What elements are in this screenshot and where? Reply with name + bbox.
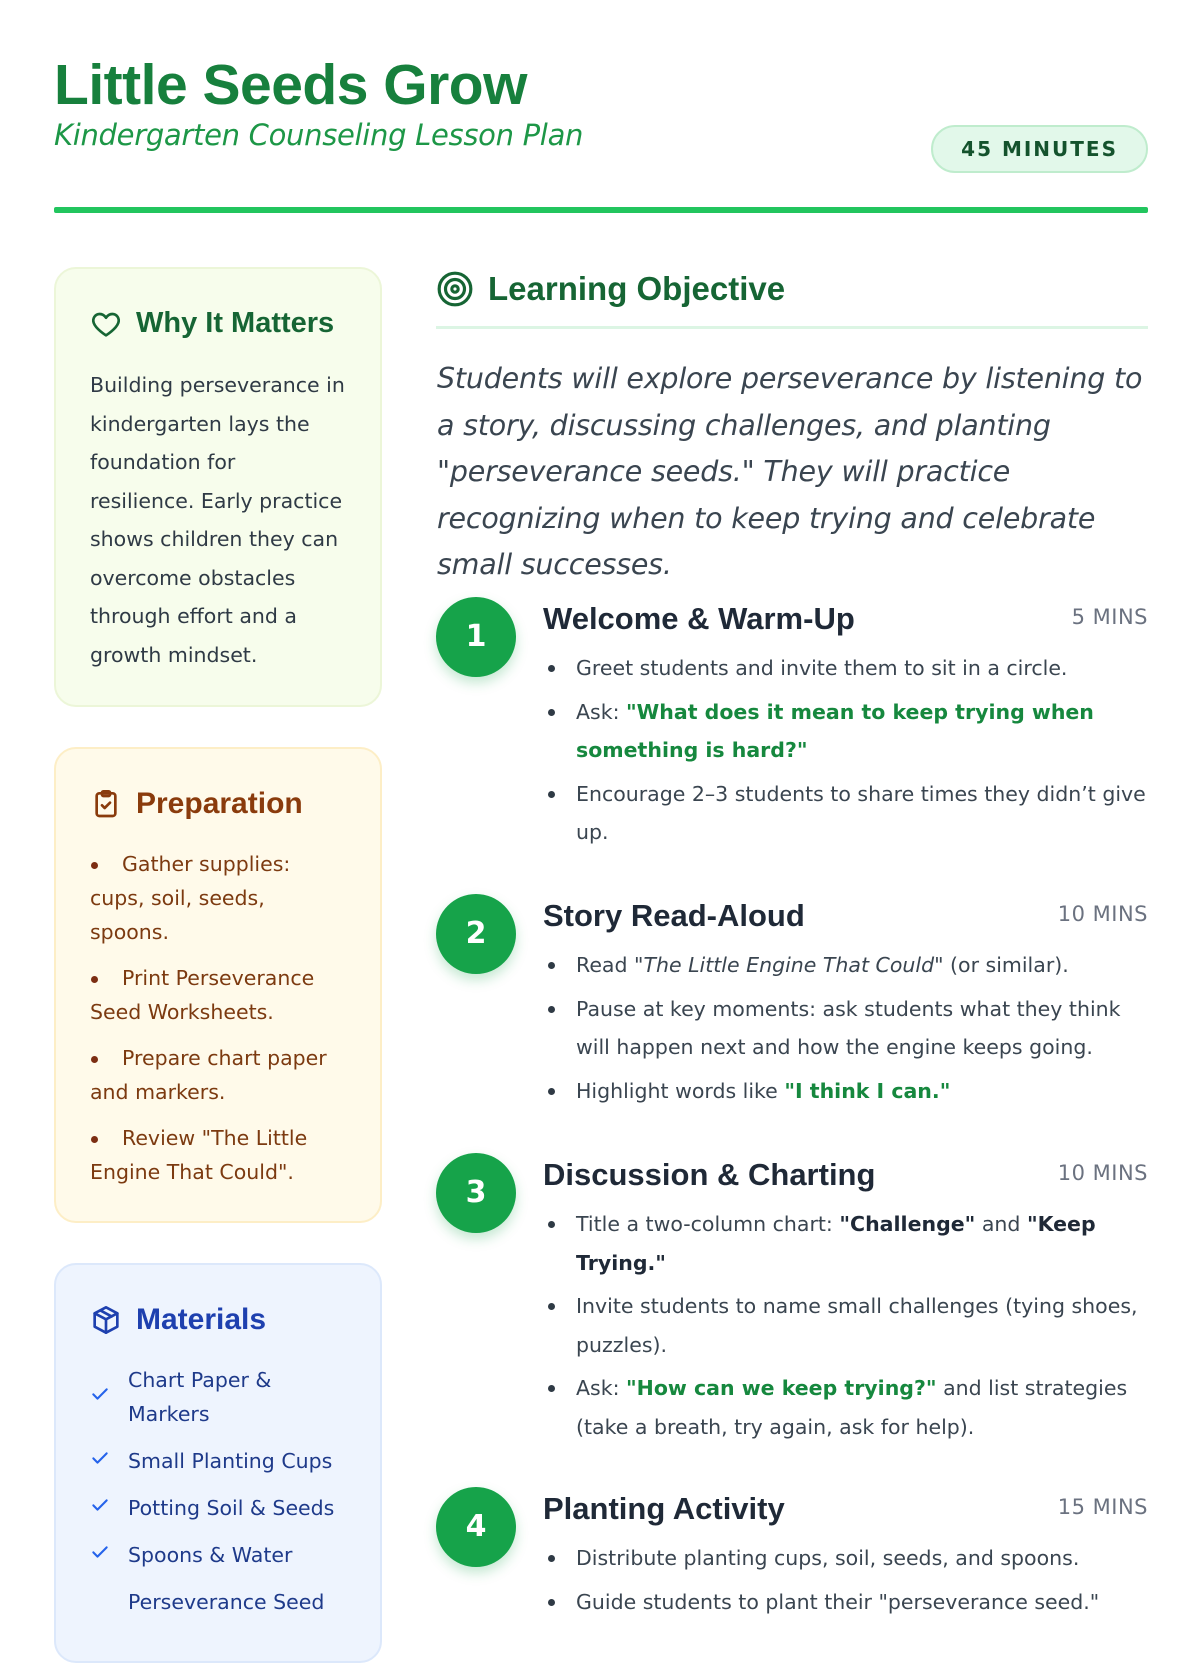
bullet-text: Ask: bbox=[576, 1376, 626, 1400]
bullet-text: Greet students and invite them to sit in a circle. bbox=[576, 656, 1068, 680]
box-icon bbox=[90, 1304, 122, 1336]
preparation-item: Prepare chart paper and markers. bbox=[90, 1041, 346, 1109]
check-icon bbox=[90, 1444, 128, 1478]
materials-title: Materials bbox=[136, 1303, 267, 1336]
page-subtitle: Kindergarten Counseling Lesson Plan bbox=[54, 118, 584, 152]
step-bullet bbox=[576, 1539, 1148, 1578]
bullet-text: (or similar). bbox=[943, 953, 1069, 977]
chart-column-label: "Challenge" bbox=[839, 1212, 976, 1236]
materials-item-label: Chart Paper & Markers bbox=[128, 1368, 272, 1426]
step-bullets bbox=[576, 946, 1148, 1115]
bullet-text: Ask: bbox=[576, 699, 626, 724]
step-title: Welcome & Warm-Up bbox=[543, 601, 855, 636]
preparation-item: Gather supplies: cups, soil, seeds, spoons. bbox=[90, 847, 346, 949]
step-duration: 5 MINS bbox=[1071, 605, 1148, 629]
step-number: 3 bbox=[436, 1153, 516, 1233]
preparation-heading bbox=[90, 787, 346, 821]
bullet-text: Title a two-column chart: bbox=[576, 1212, 840, 1236]
bullet-quote: "I think I can." bbox=[784, 1078, 951, 1103]
bullet-text: Distribute planting cups, soil, seeds, and spoons. bbox=[576, 1546, 1080, 1570]
step-bullet bbox=[576, 1369, 1148, 1446]
materials-item bbox=[90, 1491, 346, 1525]
objective-heading bbox=[436, 270, 785, 308]
objective-text: Students will explore perseverance by listening to a story, discussing challenges, and planting "perseverance seeds." They will practice recognizing when to keep trying and celebrate small successes. bbox=[437, 362, 1143, 581]
step-bullet bbox=[576, 693, 1148, 770]
step-title: Story Read-Aloud bbox=[543, 898, 805, 933]
preparation-title: Preparation bbox=[136, 787, 303, 820]
preparation-item: Review "The Little Engine That Could". bbox=[90, 1121, 346, 1189]
page-title: Little Seeds Grow bbox=[54, 53, 527, 117]
objective-title: Learning Objective bbox=[488, 270, 786, 307]
step-bullet bbox=[576, 649, 1148, 688]
book-title: "The Little Engine That Could" bbox=[634, 953, 944, 977]
bullet-quote: "What does it mean to keep trying when something is hard?" bbox=[576, 699, 1094, 762]
materials-item-label: Perseverance Seed bbox=[128, 1590, 325, 1614]
step-bullet bbox=[576, 1072, 1148, 1111]
materials-list bbox=[90, 1363, 346, 1619]
bullet-quote: "How can we keep trying?" bbox=[626, 1376, 937, 1400]
bullet-text: Read bbox=[576, 953, 635, 977]
materials-heading bbox=[90, 1303, 346, 1337]
materials-item bbox=[90, 1363, 346, 1431]
step-number: 4 bbox=[436, 1487, 516, 1567]
materials-item bbox=[90, 1538, 346, 1572]
preparation-card bbox=[54, 747, 382, 1223]
step-title: Planting Activity bbox=[543, 1491, 785, 1526]
check-icon bbox=[90, 1491, 128, 1525]
step-bullet bbox=[576, 1205, 1148, 1282]
materials-item-label: Spoons & Water bbox=[128, 1543, 293, 1567]
preparation-list bbox=[90, 847, 346, 1189]
clipboard-check-icon bbox=[90, 788, 122, 820]
step-duration: 10 MINS bbox=[1057, 1161, 1148, 1185]
header-divider bbox=[54, 207, 1148, 213]
target-icon bbox=[436, 270, 474, 308]
step-bullet bbox=[576, 775, 1148, 852]
bullet-text: Encourage 2–3 students to share times they didn’t give up. bbox=[576, 781, 1146, 844]
step-bullets bbox=[576, 1205, 1148, 1451]
step-bullet bbox=[576, 946, 1148, 985]
why-it-matters-body: Building perseverance in kindergarten lays the foundation for resilience. Early practice shows children they can overcome obstacles through effort and a growth mindset. bbox=[90, 373, 345, 667]
duration-badge: 45 MINUTES bbox=[931, 125, 1148, 173]
materials-item-label: Potting Soil & Seeds bbox=[128, 1496, 335, 1520]
why-it-matters-heading bbox=[90, 307, 346, 340]
step-bullets bbox=[576, 649, 1148, 857]
why-it-matters-title: Why It Matters bbox=[136, 307, 335, 339]
step-bullet bbox=[576, 1287, 1148, 1364]
check-icon bbox=[90, 1380, 128, 1414]
page-header bbox=[54, 52, 1148, 161]
why-it-matters-card bbox=[54, 267, 382, 707]
step-bullets bbox=[576, 1539, 1148, 1626]
bullet-text: Pause at key moments: ask students what they think will happen next and how the engine keeps going. bbox=[576, 996, 1121, 1059]
bullet-text: Highlight words like bbox=[576, 1078, 785, 1103]
materials-item bbox=[90, 1585, 346, 1619]
check-icon bbox=[90, 1538, 128, 1572]
step-bullet bbox=[576, 990, 1148, 1067]
objective-divider bbox=[436, 326, 1148, 329]
materials-item bbox=[90, 1444, 346, 1478]
step-duration: 10 MINS bbox=[1057, 902, 1148, 926]
materials-card bbox=[54, 1263, 382, 1663]
chart-column-label: "Keep Trying." bbox=[576, 1212, 1096, 1275]
step-number: 2 bbox=[436, 894, 516, 974]
bullet-text: and bbox=[975, 1212, 1027, 1236]
bullet-text: and list strategies (take a breath, try again, ask for help). bbox=[576, 1376, 1128, 1439]
step-number: 1 bbox=[436, 597, 516, 677]
step-title: Discussion & Charting bbox=[543, 1157, 876, 1192]
bullet-text: Invite students to name small challenges (tying shoes, puzzles). bbox=[576, 1294, 1138, 1357]
step-duration: 15 MINS bbox=[1057, 1495, 1148, 1519]
step-bullet bbox=[576, 1583, 1148, 1622]
preparation-item: Print Perseverance Seed Worksheets. bbox=[90, 961, 346, 1029]
heart-icon bbox=[90, 308, 122, 340]
bullet-text: Guide students to plant their "perseverance seed." bbox=[576, 1589, 1100, 1614]
materials-item-label: Small Planting Cups bbox=[128, 1449, 333, 1473]
